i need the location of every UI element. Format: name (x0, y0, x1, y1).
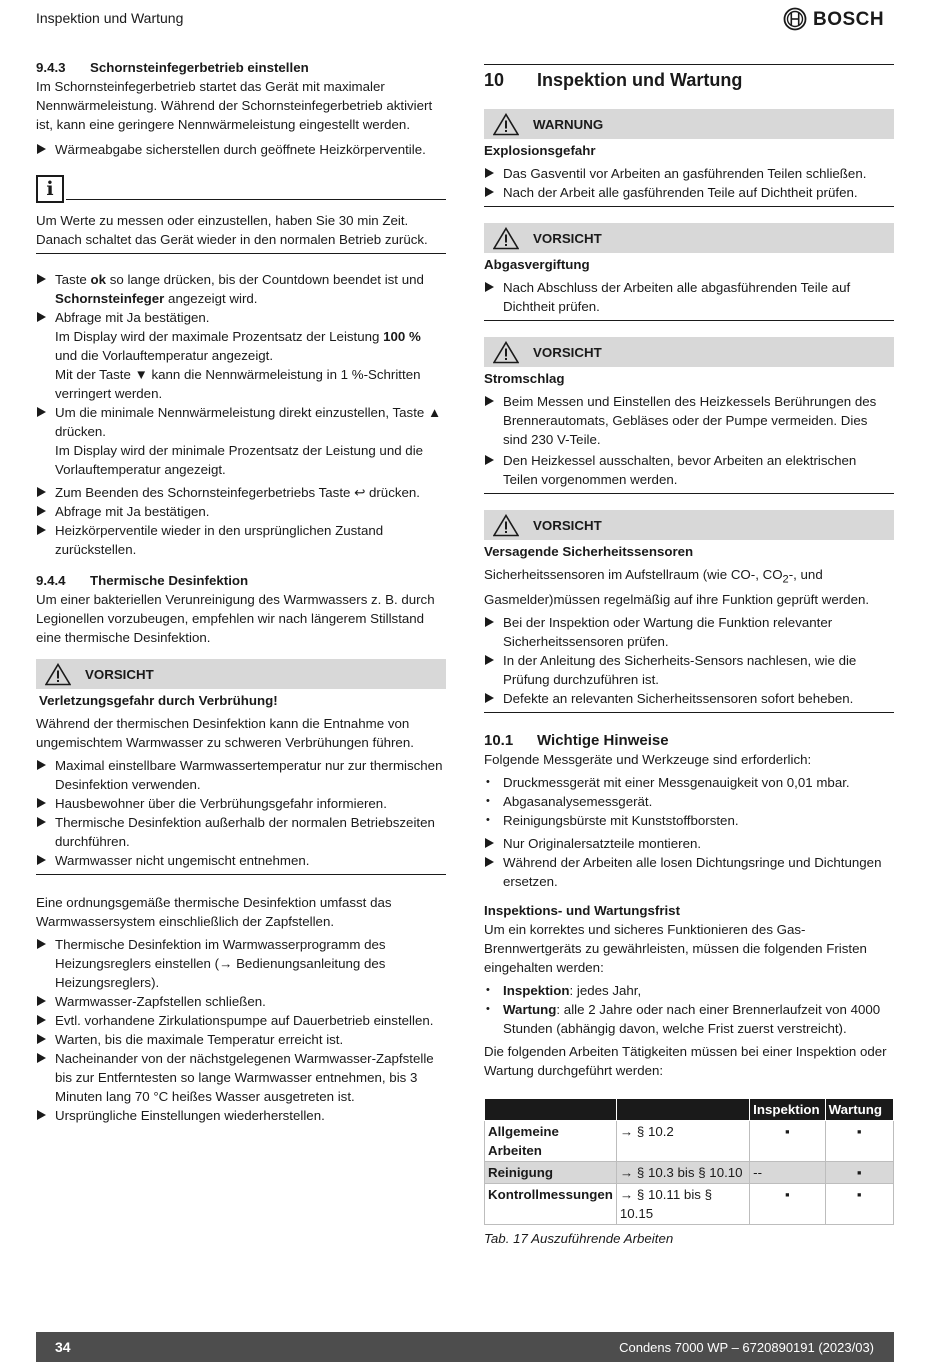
warning-title: Verletzungsgefahr durch Verbrühung! (39, 693, 278, 708)
action-step: Den Heizkessel ausschalten, bevor Arbeiten an elektrischen Teilen vorgenommen werden. (484, 451, 894, 494)
action-step: Nach Abschluss der Arbeiten alle abgasführenden Teile auf Dichtheit prüfen. (484, 278, 894, 321)
paragraph: Im Schornsteinfegerbetrieb startet das Gerät mit maximaler Nennwärmeleistung. Während der Schornsteinfegerbetrieb aktiviert ist, kann eine geringere Nennwärmeleistung eingestellt werden. (36, 79, 433, 132)
warning-bar: WARNUNG (484, 109, 894, 139)
action-step: Bei der Inspektion oder Wartung die Funktion relevanter Sicherheitssensoren prüfen. (484, 613, 894, 651)
step-detail: Im Display wird der minimale Prozentsatz der Leistung und die Vorlauftemperatur angezeigt. (55, 443, 424, 477)
table-cell: ▪ (825, 1120, 893, 1161)
action-step: Hausbewohner über die Verbrühungsgefahr informieren. (36, 794, 446, 813)
left-column (36, 56, 446, 1125)
action-step: Warten, bis die maximale Temperatur erreicht ist. (36, 1030, 446, 1049)
action-step: Thermische Desinfektion außerhalb der normalen Betriebszeiten durchführen. (36, 813, 446, 851)
bosch-armature-icon (783, 7, 807, 31)
running-header: Inspektion und Wartung (36, 10, 184, 26)
paragraph: Um ein korrektes und sicheres Funktionieren des Gas-Brennwertgeräts zu gewährleisten, müssen die folgenden Fristen eingehalten werden: (484, 921, 867, 975)
paragraph: Um einer bakteriellen Verunreinigung des Warmwassers z. B. durch Legionellen vorzubeugen, empfehlen wir nach längerem Stillstand eine thermische Desinfektion. (36, 592, 435, 645)
action-step: Thermische Desinfektion im Warmwasserprogramm des Heizungsreglers einstellen (→ Bedienungsanleitung des Heizungsreglers). (36, 935, 446, 992)
bosch-logo (783, 7, 884, 31)
action-step: Ursprüngliche Einstellungen wiederherstellen. (36, 1106, 446, 1125)
page-number: 34 (55, 1338, 71, 1355)
warning-triangle-icon (41, 663, 75, 686)
action-step: In der Anleitung des Sicherheits-Sensors nachlesen, wie die Prüfung durchzuführen ist. (484, 651, 894, 689)
warning-triangle-icon (489, 341, 523, 364)
list-item: • Inspektion: jedes Jahr, (484, 981, 894, 1000)
action-step: Evtl. vorhandene Zirkulationspumpe auf Dauerbetrieb einstellen. (36, 1011, 446, 1030)
table-cell: ▪ (825, 1183, 893, 1224)
caution-bar: VORSICHT (484, 223, 894, 253)
warning-title: Versagende Sicherheitssensoren (484, 544, 694, 559)
warning-text: Während der thermischen Desinfektion kann die Entnahme von ungemischtem Warmwasser zu schweren Verbrühungen führen. (36, 716, 414, 750)
caution-bar: VORSICHT (484, 337, 894, 367)
list-item: • Wartung: alle 2 Jahre oder nach einer Brennerlaufzeit von 4000 Stunden (abhängig davon, welche Frist zuerst verstreicht). (484, 1000, 894, 1038)
paragraph: Eine ordnungsgemäße thermische Desinfektion umfasst das Warmwassersystem einschließlich der Zapfstellen. (36, 895, 392, 929)
table-header: Inspektion (750, 1098, 825, 1120)
paragraph: Die folgenden Arbeiten Tätigkeiten müssen bei einer Inspektion oder Wartung durchgeführt werden: (484, 1043, 887, 1078)
table-cell: Kontrollmessungen (488, 1186, 613, 1202)
action-step: Heizkörperventile wieder in den ursprünglichen Zustand zurückstellen. (36, 521, 446, 559)
step-detail: Mit der Taste ▼ kann die Nennwärmeleistung in 1 %-Schritten verringert werden. (55, 367, 421, 401)
action-step: Maximal einstellbare Warmwassertemperatur nur zur thermischen Desinfektion verwenden. (36, 756, 446, 794)
action-step: Abfrage mit Ja bestätigen. (36, 502, 446, 521)
brand-name: BOSCH (813, 8, 885, 30)
footer-text: Condens 7000 WP – 6720890191 (2023/03) (619, 1339, 874, 1355)
right-column (484, 64, 894, 1248)
section-heading-9-4-4: 9.4.4 Thermische Desinfektion (36, 573, 249, 588)
action-step: Abfrage mit Ja bestätigen. (36, 308, 446, 327)
table-caption: Tab. 17 Auszuführende Arbeiten (484, 1230, 674, 1246)
table-header (616, 1098, 749, 1120)
table-header (485, 1098, 617, 1120)
warning-triangle-icon (489, 113, 523, 136)
chapter-heading: 10 Inspektion und Wartung (484, 64, 894, 97)
table-cell: ▪ (825, 1161, 893, 1183)
warning-title: Abgasvergiftung (484, 257, 590, 272)
action-step: Nach der Arbeit alle gasführenden Teile auf Dichtheit prüfen. (484, 183, 894, 207)
action-step: Um die minimale Nennwärmeleistung direkt einzustellen, Taste ▲ drücken. (36, 403, 446, 441)
table-row (485, 1120, 894, 1161)
table-row (485, 1161, 894, 1183)
page-footer (36, 1332, 894, 1362)
caution-bar: VORSICHT (36, 659, 446, 689)
table-cell: → § 10.3 bis § 10.10 (616, 1161, 749, 1183)
table-cell: Reinigung (488, 1164, 553, 1180)
action-step: Warmwasser-Zapfstellen schließen. (36, 992, 446, 1011)
action-step: Nacheinander von der nächstgelegenen Warmwasser-Zapfstelle bis zur Entferntesten so lange Warmwasser entnehmen, bis 3 Minuten lang 70 °C heißes Wasser ausgetreten ist. (36, 1049, 446, 1106)
arrow-down-icon: ▼ (134, 367, 148, 382)
table-cell: → § 10.2 (616, 1120, 749, 1161)
arrow-up-icon: ▲ (427, 405, 442, 420)
warning-title: Explosionsgefahr (484, 143, 596, 158)
table-header: Wartung (825, 1098, 893, 1120)
warning-triangle-icon (489, 514, 523, 537)
section-heading-10-1: 10.1 Wichtige Hinweise (484, 731, 669, 749)
list-item: • Druckmessgerät mit einer Messgenauigkeit von 0,01 mbar. (484, 773, 894, 792)
action-step: Defekte an relevanten Sicherheitssensoren sofort beheben. (484, 689, 894, 713)
caution-bar: VORSICHT (484, 510, 894, 540)
subheading: Inspektions- und Wartungsfrist (484, 902, 681, 918)
action-step: Warmwasser nicht ungemischt entnehmen. (36, 851, 446, 875)
table-cell: ▪ (750, 1120, 825, 1161)
table-cell: → § 10.11 bis § 10.15 (616, 1183, 749, 1224)
table-row (485, 1183, 894, 1224)
warning-triangle-icon (489, 227, 523, 250)
action-step: Während der Arbeiten alle losen Dichtungsringe und Dichtungen ersetzen. (484, 853, 894, 891)
action-step: Zum Beenden des Schornsteinfegerbetriebs Taste ↩ drücken. (36, 483, 446, 502)
table-cell: -- (750, 1161, 825, 1183)
table-cell: ▪ (750, 1183, 825, 1224)
action-step: Taste ok so lange drücken, bis der Countdown beendet ist und Schornsteinfeger angezeigt wird. (36, 270, 446, 308)
info-icon: i (36, 175, 64, 203)
warning-title: Stromschlag (484, 371, 565, 386)
info-text: Um Werte zu messen oder einzustellen, haben Sie 30 min Zeit. Danach schaltet das Gerät wieder in den normalen Betrieb zurück. (36, 211, 446, 254)
step-detail: Im Display wird der maximale Prozentsatz der Leistung 100 % und die Vorlauftemperatur angezeigt. (55, 329, 421, 363)
section-heading-9-4-3: 9.4.3 Schornsteinfegerbetrieb einstellen (36, 60, 309, 75)
table-header-row (485, 1098, 894, 1120)
warning-text: Sicherheitssensoren im Aufstellraum (wie CO-, $CO_2-$, und Gasmelder)müssen regelmäßig auf ihre Funktion geprüft werden. (484, 567, 870, 607)
action-step: Nur Originalersatzteile montieren. (484, 834, 894, 853)
paragraph: Folgende Messgeräte und Werkzeuge sind erforderlich: (484, 751, 812, 767)
list-item: • Reinigungsbürste mit Kunststoffborsten. (484, 811, 894, 830)
info-note (36, 175, 446, 254)
tasks-table (484, 1098, 894, 1225)
action-step: Beim Messen und Einstellen des Heizkessels Berührungen des Brennerautomats, Gebläses oder der Pumpe vermeiden. Dies sind 230 V-Teile. (484, 392, 894, 449)
action-step: Das Gasventil vor Arbeiten an gasführenden Teilen schließen. (484, 164, 894, 183)
table-cell: Allgemeine Arbeiten (488, 1123, 559, 1158)
action-step: Wärmeabgabe sicherstellen durch geöffnete Heizkörperventile. (36, 140, 446, 159)
back-icon: ↩ (354, 485, 366, 500)
list-item: • Abgasanalysemessgerät. (484, 792, 894, 811)
